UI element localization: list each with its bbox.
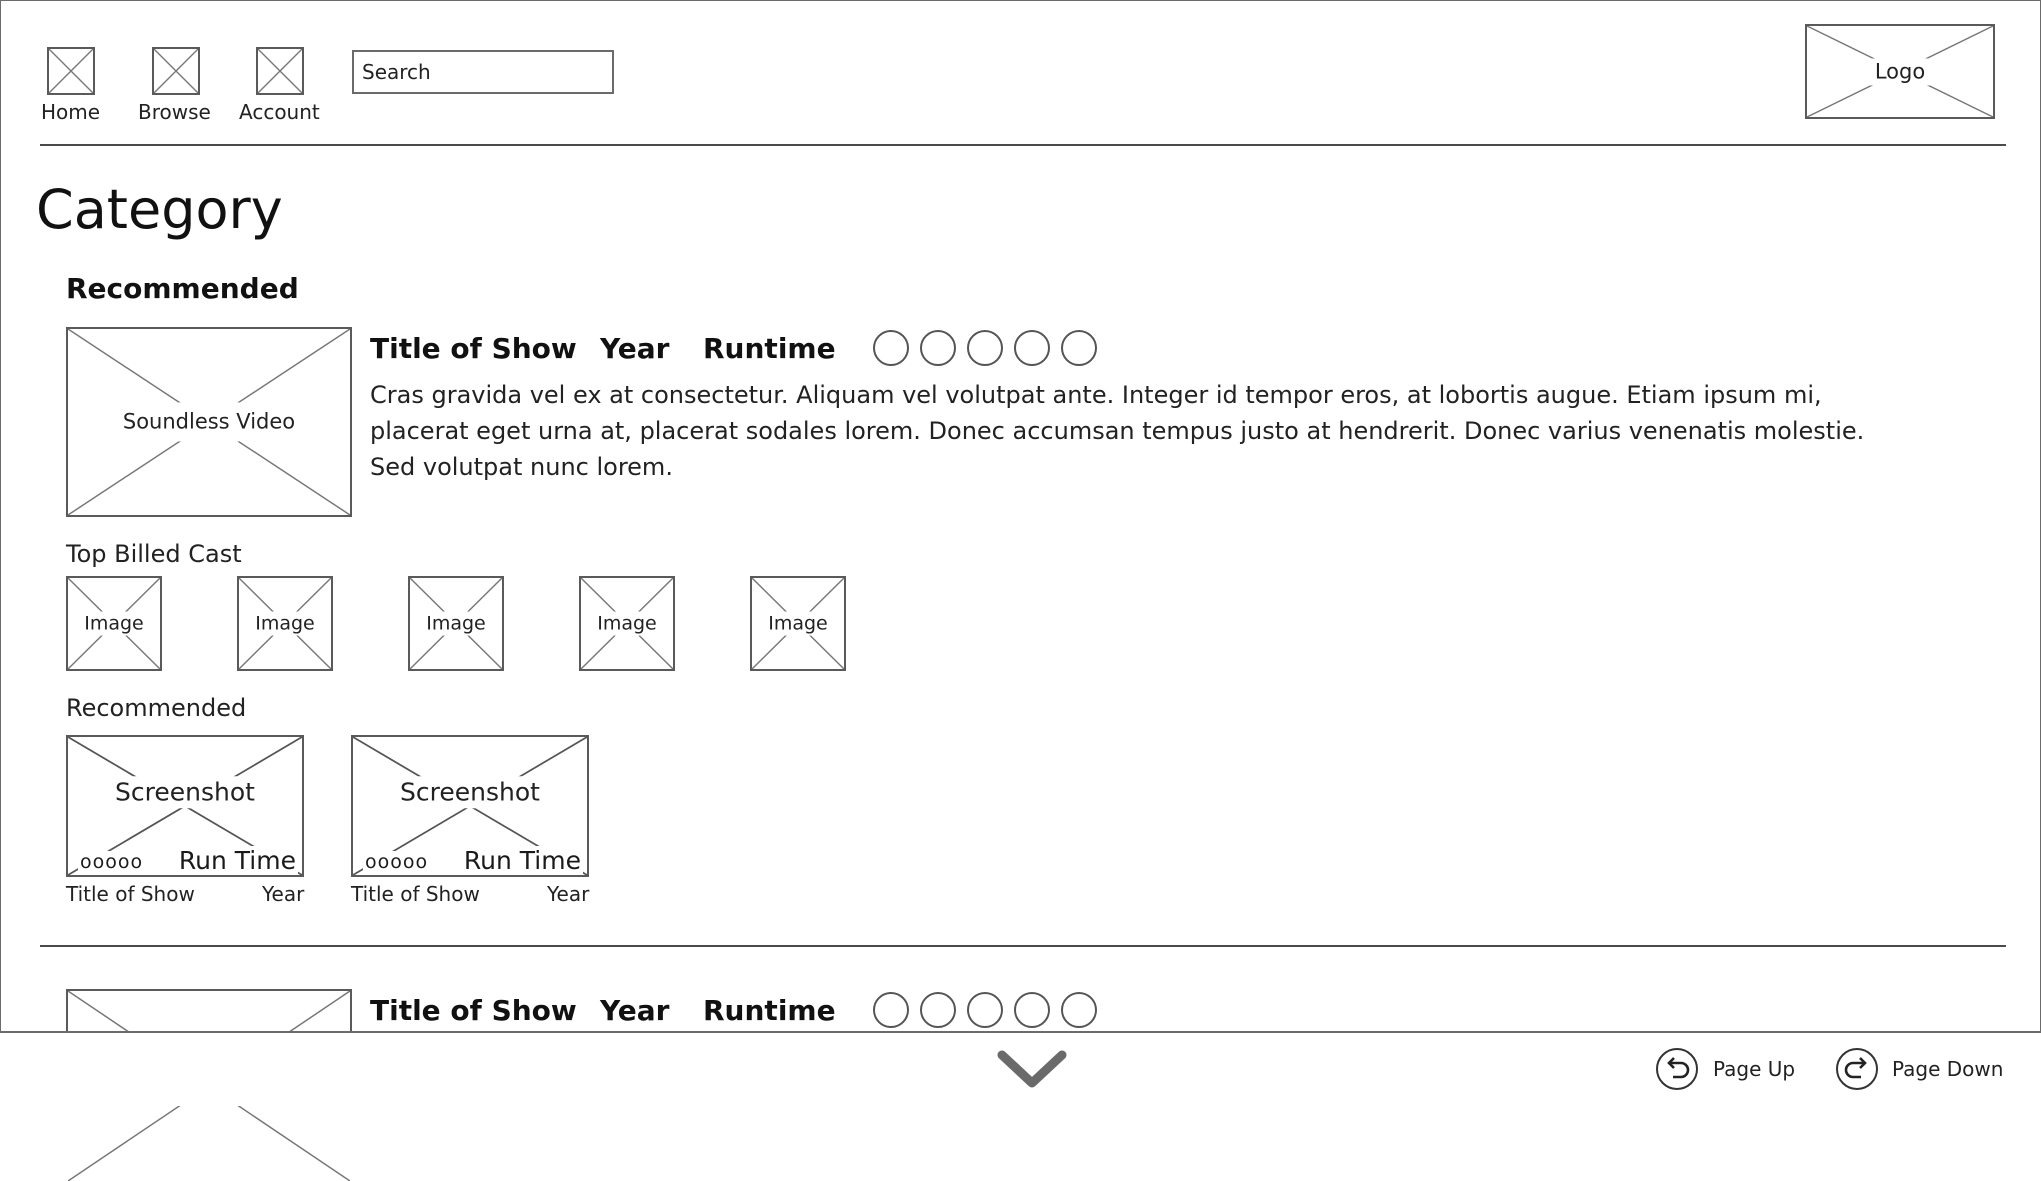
logo [1805,24,1995,119]
bottom-bar [0,1031,2041,1106]
rating-circle-4[interactable] [1014,992,1050,1028]
description-line: Sed volutpat nunc lorem. [370,453,673,481]
recommended-label: Recommended [66,694,247,722]
recommended-heading: Recommended [66,272,299,305]
show-year: Year [600,332,670,365]
rating-circle-5[interactable] [1061,330,1097,366]
cast-image[interactable] [66,576,162,671]
cast-image[interactable] [750,576,846,671]
account-icon[interactable] [256,47,304,95]
rating-dots: ooooo [365,851,429,873]
cast-image-label: Image [78,611,150,636]
page-down-icon[interactable] [1835,1047,1879,1091]
account-label[interactable]: Account [239,100,320,124]
scroll-down-chevron-icon[interactable] [996,1047,1068,1091]
rating-circle-1[interactable] [873,992,909,1028]
next-show-runtime: Runtime [703,994,836,1027]
rating-circle-5[interactable] [1061,992,1097,1028]
page-up-label[interactable]: Page Up [1713,1057,1796,1081]
show-title: Title of Show [370,332,577,365]
page-down-label[interactable]: Page Down [1892,1057,2004,1081]
rec-year: Year [547,882,590,906]
description-line: placerat eget urna at, placerat sodales lorem. Donec accumsan tempus justo at hendrerit. Donec varius venenatis molestie. [370,417,1865,445]
cast-image-label: Image [420,611,492,636]
recommendation-card[interactable] [351,735,589,877]
soundless-video[interactable] [66,327,352,517]
cast-image[interactable] [408,576,504,671]
rating-circle-2[interactable] [920,330,956,366]
rating-circle-1[interactable] [873,330,909,366]
show-description [370,377,1864,485]
browse-label[interactable]: Browse [138,100,211,124]
next-show-year: Year [600,994,670,1027]
rec-year: Year [262,882,305,906]
search-input[interactable] [352,50,614,94]
show-runtime: Runtime [703,332,836,365]
rating-circle-3[interactable] [967,992,1003,1028]
run-time-label: Run Time [463,846,581,875]
run-time-label: Run Time [178,846,296,875]
cast-label: Top Billed Cast [66,540,242,568]
cast-image-label: Image [591,611,663,636]
header-divider [40,144,2006,146]
recommendation-card[interactable] [66,735,304,877]
page-up-icon[interactable] [1655,1047,1699,1091]
next-show-title: Title of Show [370,994,577,1027]
screenshot-label: Screenshot [394,776,546,808]
rating-dots: ooooo [80,851,144,873]
video-label: Soundless Video [111,402,307,441]
cast-image[interactable] [579,576,675,671]
cast-image-label: Image [762,611,834,636]
cast-image-label: Image [249,611,321,636]
description-line: Cras gravida vel ex at consectetur. Aliquam vel volutpat ante. Integer id tempor eros, at lobortis augue. Etiam ipsum mi, [370,381,1822,409]
rec-title: Title of Show [66,882,195,906]
rec-title: Title of Show [351,882,480,906]
rating-circle-4[interactable] [1014,330,1050,366]
cast-image[interactable] [237,576,333,671]
page-title: Category [36,178,283,241]
logo-label: Logo [1869,58,1931,85]
section-divider [40,945,2006,947]
home-label[interactable]: Home [41,100,101,124]
screenshot-label: Screenshot [109,776,261,808]
browse-icon[interactable] [152,47,200,95]
home-icon[interactable] [47,47,95,95]
rating-circle-3[interactable] [967,330,1003,366]
rating-circle-2[interactable] [920,992,956,1028]
